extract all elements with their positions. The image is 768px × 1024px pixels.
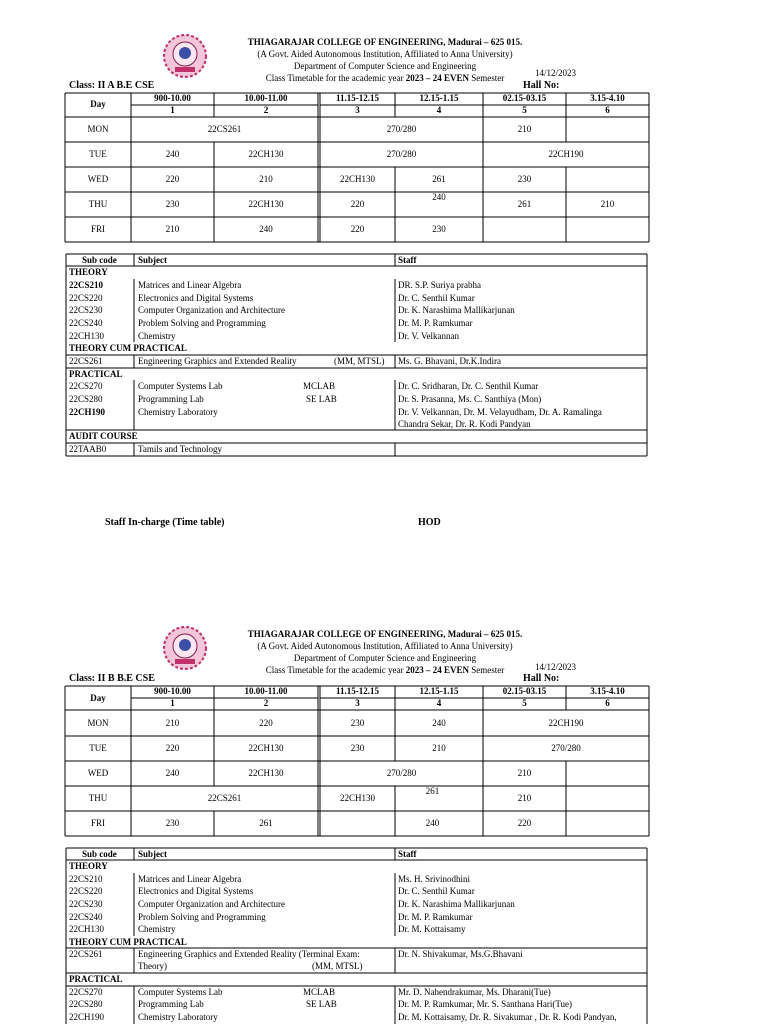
subject-staff: Dr. M. P. Ramkumar [398,318,473,328]
cell-thu-6: 210 [600,199,615,209]
period-4-num: 4 [436,105,442,115]
period-1-num: 1 [170,698,175,708]
staff-incharge-label: Staff In-charge (Time table) [105,517,225,528]
cell-tue-1: 220 [165,743,180,753]
cell-thu-5: 210 [517,793,532,803]
subject-name: Computer Systems Lab [138,381,223,391]
cell-mon-34: 270/280 [386,124,417,134]
cell-fri-2: 240 [259,224,273,234]
cell-mon-12: 22CS261 [207,124,242,134]
subject-code: 22CS270 [69,987,103,997]
day-mon: MON [87,718,109,728]
college-name: THIAGARAJAR COLLEGE OF ENGINEERING, Madurai – 625 015. [247,37,523,47]
period-4-time: 12.15-1.15 [419,686,459,696]
subject-staff: Dr. C. Senthil Kumar [398,293,475,303]
subject-name: Computer Organization and Architecture [138,899,286,909]
subject-code: 22CS210 [69,874,103,884]
practical-heading: PRACTICAL [69,974,123,984]
subject-staff: Dr. M. Kottaisamy [398,924,466,934]
subject-code: 22CS261 [69,356,103,366]
cell-wed-5: 210 [517,768,532,778]
day-wed: WED [87,174,109,184]
subject-staff: Dr. K. Narashima Mallikarjunan [398,899,515,909]
cell-tue-1: 240 [165,149,180,159]
period-4-time: 12.15-1.15 [419,93,459,103]
class-label: Class: II A B.E CSE [69,80,155,91]
cell-mon-3: 230 [350,718,365,728]
cell-thu-4: 261 [425,786,440,796]
subject-code: 22CS280 [69,999,103,1009]
audit-heading: AUDIT COURSE [69,431,138,441]
cell-fri-3: 220 [350,224,365,234]
subject-staff: Ms. H. Srivinodhini [398,874,471,884]
cell-thu-1: 230 [165,199,180,209]
subject-staff: Dr. M. P. Ramkumar [398,912,473,922]
subject-extra: (MM, MTSL) [312,961,363,971]
period-5-num: 5 [522,105,527,115]
day-thu: THU [88,199,108,209]
tcp-heading: THEORY CUM PRACTICAL [69,343,187,353]
cell-fri-5: 220 [517,818,532,828]
subject-code: 22CS230 [69,899,103,909]
hod-label: HOD [418,517,441,528]
subject-name: Engineering Graphics and Extended Reality [138,356,297,366]
subject-staff: Dr. S. Prasanna, Ms. C. Santhiya (Mon) [398,394,542,404]
cell-thu-3: 22CH130 [339,793,375,803]
subject-name: Tamils and Technology [138,444,223,454]
subject-code: 22CS220 [69,886,103,896]
subject-staff: Mr. D. Nahendrakumar, Ms. Dharani(Tue) [398,987,551,997]
cell-wed-5: 230 [517,174,532,184]
cell-tue-3: 230 [350,743,365,753]
cell-mon-2: 220 [259,718,273,728]
period-3-num: 3 [355,105,360,115]
cell-fri-4: 240 [425,818,440,828]
cell-fri-1: 230 [165,818,180,828]
cell-wed-2: 22CH130 [248,768,284,778]
subject-staff: Dr. N. Shivakumar, Ms.G.Bhavani [398,949,523,959]
period-6-time: 3.15-4.10 [590,686,625,696]
practical-heading: PRACTICAL [69,369,123,379]
cell-tue-2: 22CH130 [248,149,284,159]
subject-name-cont: Theory) [138,961,167,971]
period-6-time: 3.15-4.10 [590,93,625,103]
subject-name: Chemistry [138,331,176,341]
cell-thu-2: 22CH130 [248,199,284,209]
subject-extra: (MM, MTSL) [334,356,385,366]
cell-thu-4: 240 [432,192,446,202]
period-4-num: 4 [436,698,442,708]
period-1-time: 900-10.00 [154,686,191,696]
subject-staff: Dr. M. P. Ramkumar, Mr. S. Santhana Hari(Tue) [398,999,573,1009]
subject-staff: Dr. V. Velkannan [398,331,460,341]
cell-thu-3: 220 [350,199,365,209]
subject-staff: Dr. C. Sridharan, Dr. C. Senthil Kumar [398,381,539,391]
subject-name: Programming Lab [138,394,204,404]
cell-fri-1: 210 [165,224,180,234]
subject-name: Programming Lab [138,999,204,1009]
lab-name: SE LAB [306,999,337,1009]
cell-thu-5: 261 [517,199,532,209]
subject-name: Matrices and Linear Algebra [138,874,242,884]
subject-code: 22TAAB0 [69,444,107,454]
period-5-time: 02.15-03.15 [502,686,547,696]
day-header: Day [90,693,106,703]
subject-name: Matrices and Linear Algebra [138,280,242,290]
period-1-time: 900-10.00 [154,93,191,103]
subject-name: Computer Organization and Architecture [138,305,286,315]
dept-line: Department of Computer Science and Engineering [293,653,477,663]
period-2-time: 10.00-11.00 [244,93,288,103]
subject-name: Chemistry [138,924,176,934]
subject-code: 22CS261 [69,949,103,959]
period-5-num: 5 [522,698,527,708]
cell-wed-3: 22CH130 [339,174,375,184]
cell-tue-56: 22CH190 [548,149,584,159]
subject-staff: DR. S.P. Suriya prabha [398,280,481,290]
period-6-num: 6 [605,698,610,708]
subject-name: Engineering Graphics and Extended Reality (Terminal Exam: [138,949,360,959]
cell-wed-1: 220 [165,174,180,184]
subject-code: 22CH130 [69,924,105,934]
cell-mon-4: 240 [432,718,446,728]
col-subject: Subject [138,255,167,265]
cell-fri-2: 261 [259,818,273,828]
subject-name: Electronics and Digital Systems [138,293,254,303]
cell-tue-4: 210 [432,743,446,753]
subject-staff: Dr. M. Kottaisamy, Dr. R. Sivakumar , Dr. R. Kodi Pandyan, [398,1012,617,1022]
subject-code: 22CS270 [69,381,103,391]
subject-code: 22CS280 [69,394,103,404]
day-header: Day [90,99,106,109]
subject-name: Chemistry Laboratory [138,1012,218,1022]
theory-heading: THEORY [69,267,108,277]
date: 14/12/2023 [535,662,577,672]
subject-code: 22CS230 [69,305,103,315]
cell-tue-34: 270/280 [386,149,417,159]
subject-name: Computer Systems Lab [138,987,223,997]
cell-thu-12: 22CS261 [207,793,242,803]
subject-code: 22CS220 [69,293,103,303]
subject-code: 22CH130 [69,331,105,341]
cell-wed-34: 270/280 [386,768,417,778]
period-6-num: 6 [605,105,610,115]
cell-tue-56: 270/280 [551,743,581,753]
dept-line: Department of Computer Science and Engineering [293,61,477,71]
theory-heading: THEORY [69,861,108,871]
cell-mon-5: 210 [517,124,532,134]
period-3-num: 3 [355,698,360,708]
subject-staff: Dr. K. Narashima Mallikarjunan [398,305,515,315]
subject-code: 22CH190 [69,1012,105,1022]
col-staff: Staff [398,849,417,859]
cell-fri-4: 230 [432,224,446,234]
subject-name: Problem Solving and Programming [138,912,266,922]
subject-staff: Ms. G. Bhavani, Dr.K.Indira [398,356,501,366]
cell-mon-56: 22CH190 [548,718,584,728]
day-mon: MON [87,124,109,134]
govt-line: (A Govt. Aided Autonomous Institution, Affiliated to Anna University) [257,641,513,651]
period-2-time: 10.00-11.00 [244,686,288,696]
subject-code: 22CS240 [69,912,103,922]
subject-staff: Dr. V. Velkannan, Dr. M. Velayudham, Dr. A. Ramalinga [398,407,602,417]
academic-year-line: Class Timetable for the academic year 2023 – 24 EVEN Semester [265,665,505,675]
period-1-num: 1 [170,105,175,115]
class-label: Class: II B B.E CSE [69,673,155,684]
lab-name: MCLAB [303,987,336,997]
subject-code: 22CH190 [69,407,105,417]
period-3-time: 11.15-12.15 [335,686,379,696]
period-2-num: 2 [263,105,269,115]
day-thu: THU [88,793,108,803]
period-2-num: 2 [263,698,269,708]
cell-mon-1: 210 [165,718,180,728]
subject-name: Electronics and Digital Systems [138,886,254,896]
day-tue: TUE [89,743,107,753]
date: 14/12/2023 [535,68,577,78]
day-fri: FRI [90,818,105,828]
cell-wed-2: 210 [259,174,273,184]
subject-staff-cont: Chandra Sekar, Dr. R. Kodi Pandyan [398,419,531,429]
academic-year-line: Class Timetable for the academic year 2023 – 24 EVEN Semester [265,73,505,83]
col-subject: Subject [138,849,167,859]
cell-wed-1: 240 [165,768,180,778]
period-5-time: 02.15-03.15 [502,93,547,103]
hall-label: Hall No: [523,673,560,684]
cell-wed-4: 261 [432,174,446,184]
lab-name: SE LAB [306,394,337,404]
subject-name: Problem Solving and Programming [138,318,266,328]
subject-code: 22CS210 [69,280,104,290]
subject-code: 22CS240 [69,318,103,328]
subject-staff: Dr. C. Senthil Kumar [398,886,475,896]
day-wed: WED [87,768,109,778]
day-fri: FRI [90,224,105,234]
college-name: THIAGARAJAR COLLEGE OF ENGINEERING, Madurai – 625 015. [247,629,523,639]
col-subcode: Sub code [82,849,117,859]
tcp-heading: THEORY CUM PRACTICAL [69,937,187,947]
hall-label: Hall No: [523,80,560,91]
period-3-time: 11.15-12.15 [335,93,379,103]
col-subcode: Sub code [82,255,117,265]
subject-name: Chemistry Laboratory [138,407,218,417]
cell-tue-2: 22CH130 [248,743,284,753]
govt-line: (A Govt. Aided Autonomous Institution, Affiliated to Anna University) [257,49,513,59]
col-staff: Staff [398,255,417,265]
lab-name: MCLAB [303,381,336,391]
day-tue: TUE [89,149,107,159]
